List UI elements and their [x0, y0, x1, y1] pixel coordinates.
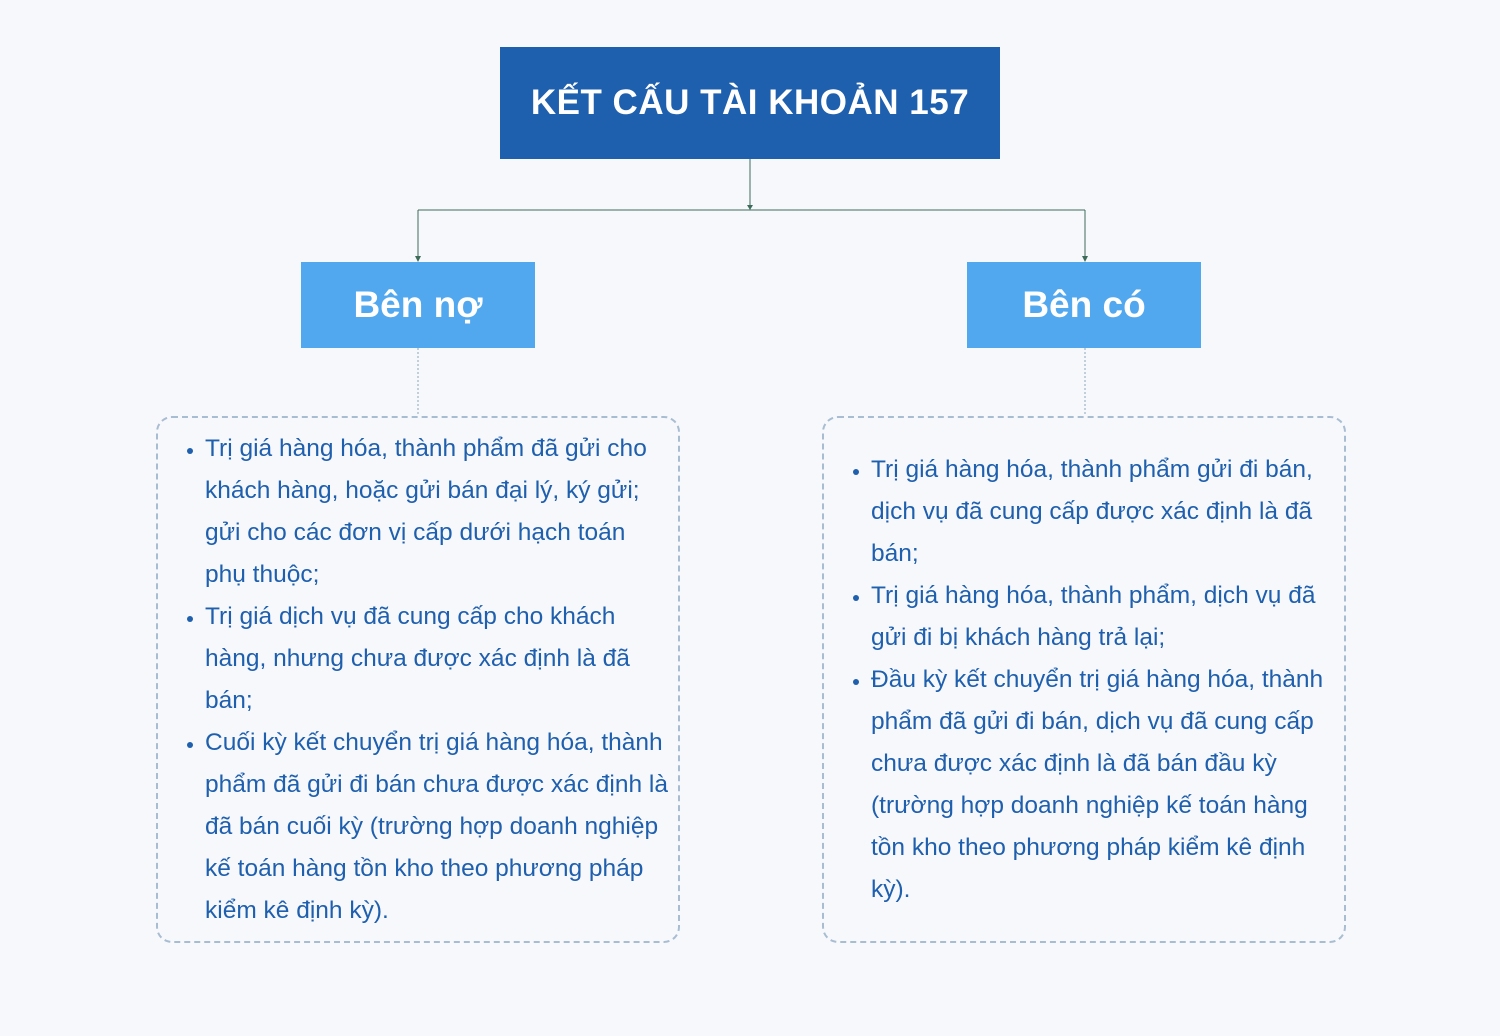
credit-heading: Bên có	[1022, 284, 1146, 325]
page-title: KẾT CẤU TÀI KHOẢN 157	[530, 83, 970, 122]
credit-content-box	[822, 416, 1346, 943]
debit-item: • Trị giá hàng hóa, thành phẩm đã gửi cho khách hàng, hoặc gửi bán đại lý, ký gửi; gửi cho các đơn vị cấp dưới hạch toán phụ thuộc;	[205, 428, 672, 596]
debit-list	[180, 428, 672, 932]
credit-item: • Đầu kỳ kết chuyển trị giá hàng hóa, thành phẩm đã gửi đi bán, dịch vụ đã cung cấp chưa được xác định là đã bán đầu kỳ (trường hợp doanh nghiệp kế toán hàng tồn kho theo phương pháp kiểm kê định kỳ).	[871, 659, 1338, 911]
credit-item: • Trị giá hàng hóa, thành phẩm, dịch vụ đã gửi đi bị khách hàng trả lại;	[871, 575, 1338, 659]
debit-item: • Cuối kỳ kết chuyển trị giá hàng hóa, thành phẩm đã gửi đi bán chưa được xác định là đã bán cuối kỳ (trường hợp doanh nghiệp kế toán hàng tồn kho theo phương pháp kiểm kê định kỳ).	[205, 722, 672, 932]
debit-content-box	[156, 416, 680, 943]
credit-item: • Trị giá hàng hóa, thành phẩm gửi đi bán, dịch vụ đã cung cấp được xác định là đã bán;	[871, 449, 1338, 575]
credit-heading-box	[967, 262, 1201, 348]
title-box	[500, 47, 1000, 159]
debit-heading-box	[301, 262, 535, 348]
debit-heading: Bên nợ	[353, 284, 483, 325]
title-connector-arrow	[747, 205, 753, 210]
credit-list	[846, 449, 1338, 911]
debit-item: • Trị giá dịch vụ đã cung cấp cho khách hàng, nhưng chưa được xác định là đã bán;	[205, 596, 672, 722]
